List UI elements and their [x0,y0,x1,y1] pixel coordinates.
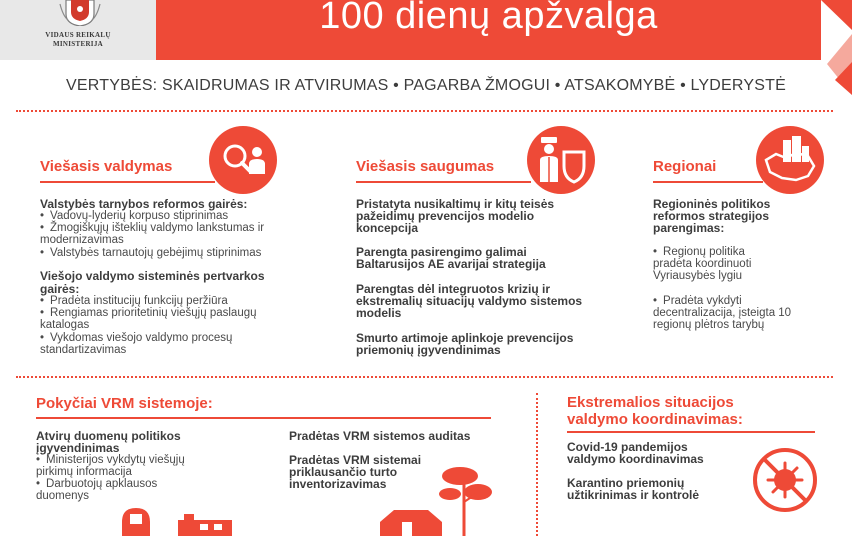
vrm-inventory-c: inventorizavimas [289,477,387,491]
house-trees-illustration-icon [378,462,494,536]
logo-text-line1: VIDAUS REIKALŲ [45,31,111,39]
safety-text-4b: priemonių įgyvendinimas [356,343,501,357]
vrm-heading-b: įgyvendinimas [36,441,120,455]
vrm-inventory-a: Pradėtas VRM sistemai [289,453,422,467]
page-title: 100 dienų apžvalga [319,0,658,37]
safety-text-1a: Pristatyta nusikaltimų ir kitų teisės [356,197,555,211]
vrm-audit-text: Pradėtas VRM sistemos auditas [289,429,471,443]
section-underline [567,431,815,433]
magnifier-person-icon [209,126,277,194]
safety-text-1c: koncepcija [356,221,419,235]
safety-text-3c: modelis [356,306,402,320]
list-item: • Pradėta vykdyti [653,295,742,307]
safety-text-3a: Parengtas dėl integruotos krizių ir [356,282,551,296]
safety-text-3b: ekstremalių situacijų valdymo sistemos [356,294,583,308]
list-item-cont: decentralizacija, įsteigta 10 [653,307,792,319]
building-illustration-icon [118,506,236,536]
list-item-cont: pradėta koordinuoti [653,258,752,270]
list-item-cont: katalogas [40,319,90,331]
divider-vertical [536,393,538,536]
list-item-cont: pirkimų informacija [36,466,132,478]
section-underline [40,181,215,183]
list-item: • Rengiamas prioritetinių viešųjų paslaugų [40,307,257,319]
title-bar [156,0,821,60]
map-buildings-icon [756,126,824,194]
regions-heading-a: Regioninės politikos [653,197,771,211]
safety-text-2a: Parengta pasirengimo galimai [356,245,527,259]
safety-text-4a: Smurto artimoje aplinkoje prevencijos [356,331,574,345]
vrm-heading-a: Atvirų duomenų politikos [36,429,181,443]
list-item: • Vykdomas viešojo valdymo procesų [40,332,233,344]
list-item: • Ministerijos vykdytų viešųjų [36,454,185,466]
section-underline [36,417,491,419]
list-item-cont: regionų plėtros tarybų [653,319,765,331]
emergency-text-1b: valdymo koordinavimas [567,452,704,466]
regions-heading-b: reformos strategijos [653,209,770,223]
section-underline [653,181,763,183]
coat-of-arms-icon [58,0,102,26]
vrm-inventory-b: priklausančio turto [289,465,398,479]
divider-top [16,110,833,112]
section-title-public-safety: Viešasis saugumas [356,158,495,175]
list-item-cont: duomenys [36,490,90,502]
no-virus-icon [751,446,819,514]
list-item: • Žmogiškųjų išteklių valdymo lankstumas ir [40,222,265,234]
emergency-text-1a: Covid-19 pandemijos [567,440,688,454]
list-item: • Regionų politika [653,246,745,258]
values-line: VERTYBĖS: SKAIDRUMAS IR ATVIRUMAS • PAGARBA ŽMOGUI • ATSAKOMYBĖ • LYDERYSTĖ [66,77,786,94]
admin-heading-2a: Viešojo valdymo sisteminės pertvarkos [40,269,265,283]
safety-text-1b: pažeidimų prevencijos modelio [356,209,535,223]
emergency-text-2b: užtikrinimas ir kontrolė [567,488,700,502]
section-title-emergency-b: valdymo koordinavimas: [567,411,743,428]
logo-area [0,0,156,60]
list-item: • Valstybės tarnautojų gebėjimų stiprinimas [40,247,262,259]
officer-shield-icon [527,126,595,194]
list-item-cont: Vyriausybės lygiu [653,270,743,282]
regions-heading-c: parengimas: [653,221,725,235]
section-title-emergency-a: Ekstremalios situacijos [567,394,734,411]
section-title-vrm-changes: Pokyčiai VRM sistemoje: [36,395,213,412]
logo-text-line2: MINISTERIJA [53,40,103,48]
section-underline [356,181,531,183]
emergency-text-2a: Karantino priemonių [567,476,685,490]
list-item: • Vadovų-lyderių korpuso stiprinimas [40,210,229,222]
section-title-regions: Regionai [653,158,717,175]
section-title-public-admin: Viešasis valdymas [40,158,173,175]
safety-text-2b: Baltarusijos AE avarijai strategija [356,257,546,271]
list-item: • Pradėta institucijų funkcijų peržiūra [40,295,228,307]
admin-heading-2b: gairės: [40,282,80,296]
list-item: • Darbuotojų apklausos [36,478,158,490]
list-item-cont: standartizavimas [40,344,127,356]
list-item-cont: modernizavimas [40,234,124,246]
divider-middle [16,376,833,378]
admin-heading-1: Valstybės tarnybos reformos gairės: [40,197,248,211]
